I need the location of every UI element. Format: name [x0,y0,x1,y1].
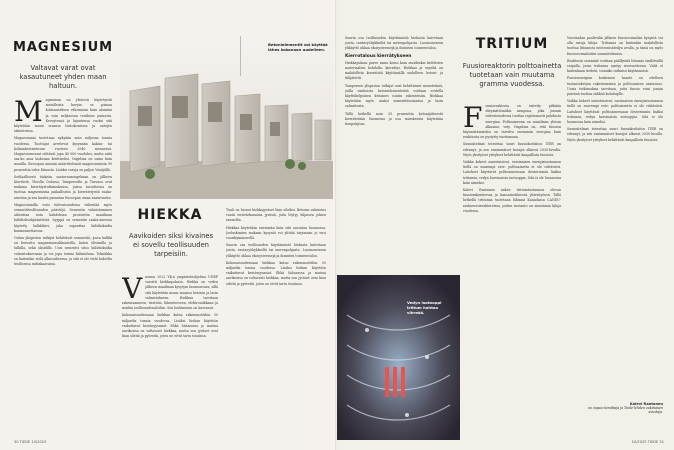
magnesium-dropcap: M [14,98,43,128]
kierratys-paragraph: Tällä hetkellä noin 35 prosenttia betonijätteestä kierrätetään Suomessa ja osa murskeesta käytetään tienpohjissa. [345,111,443,127]
tritium-paragraph: Suunnitelmat toteuttaa suuri fuusiokoelaitos ITER on edennyt, ja sen ensimmäiset koeajot alkavat 2030-luvulla. Myös yksityiset yritykset kehittävät kaupallista fuusiota. [463,142,561,157]
byline [587,402,663,414]
tritium-paragraph: Suunnitelmat toteuttaa suuri fuusiokoelaitos ITER on edennyt, ja sen ensimmäiset koeajot alkavat 2030-luvulla. Myös yksityiset yritykset kehittävät kaupallista fuusiota. [567,127,663,142]
concrete-photo [120,36,333,199]
kierratys-paragraph: Tampereen yliopiston tutkijat ovat kehittäneet menetelmiä, joilla vanhoista betonielementeistä voidaan erotella käyttökelpoinen kiviaines uusiin rakenteisiin. Hiekkaa käytetään myös osaksi sementtituotantoa ja lasin valmistusta. [345,83,443,109]
hiekka-continued-paragraph: Suurin osa teollisuuden käyttämästä hiekasta kaivetaan joista, rantavyöhykkeiltä tai merenpohjasta. Luonnonvaran ylikäyttö uhkaa ekosysteemejä ja ihmisten toimeentuloa. [345,36,443,51]
tritium-paragraph: Reaktorin seinämät voidaan päällystää litiumia sisältävällä vaipalla, jossa tritiumia syntyy sivutuotteena. Vielä ei kuitenkaan tiedetä, toimiiko ratkaisu käytännössä. [567,58,663,74]
hiekka-body-col1 [122,275,218,437]
tritium-paragraph: Kalevi Rantanen näkee tritiumtuotannon olevan fuusiorakenteessa ja kansainvälisessä yhteistyössä. Tällä hetkellä tritiumia tuotetaan lähinnä Kanadassa CANDU-raskasvesireaktoreissa, joiden tuotanto on muutamia kiloja vuodessa. [463,188,561,213]
tritium-paragraph: Vaikka kokeet onnistuisivat, varsinaisen energiatuotannon tiellä on suurempi este: polttoainetta ei ole riittävästi. Laitokset käyttävät polttoaineenaan deuteriumin lisäksi tritiumia, vedyn harvinaista isotooppia. Sitä ei ole luonnossa kuin nimeksi. [567,99,663,125]
concrete-photo-caption: Betonielementit voi käyttää lähes kokonaan uudelleen. [268,42,328,52]
magnesium-paragraph: Magnesiumilla voisi tulevaisuudessa vähentää myös sementtiteollisuuden päästöjä. Sementin valmistaminen aiheuttaa noin kahdeksan prosenttia maailman hiilidioksidipäästöistä. Syyppä on sementin raaka-aineena käytetty kalkkikivi, joka vapauttaa hiilidioksidia kuumennettaessa. [14,202,112,233]
tritium-body-col2 [567,36,663,396]
tritium-paragraph: Vaikka kokeet onnistuisivat, varsinaisen energiatuotannon tiellä on suurempi este: polttoainetta ei ole riittävästi. Laitokset käyttävät polttoaineenaan deuteriumin lisäksi tritiumia, vedyn harvinaista isotooppia. Sitä ei ole luonnossa kuin nimeksi. [463,160,561,185]
kierratys-heading: Kierrotalous kierrätykseen [345,53,412,59]
byline-note: on vapaa toimittaja ja Tiede-lehden vakituinen avustaja. [587,406,663,414]
hiekka-paragraph: Kokonaisuudessaan hiekkaa kuluu rakennustöihin 50 miljardia tonnia vuodessa. Lisäksi hiekan käyttöön vaikuttavat kestävyysasiat. Ehkä Saharassa ja muissa aavikoissa on valtavasti hiekkaa, mutta sen jyväset ovat liian sileitä ja pyöreitä, joten ne eivät tartu toisiinsa. [226,260,326,286]
magnesium-paragraph: Sotilaallisesti tärkeän saatavuusongelman on jälkeen Kiertäviä. Yhoslla Oulussa, Tampereella ja Turussa ovat mukana kierrätystutkimuksissa, joissa tavoitteena on tuottaa magnesiumia paikallisista ja kierrätetyistä raaka-aineista ja sen kautta parantaa Euroopan omaa saatavuutta. [14,174,112,200]
hiekka-paragraph: Kokonaisuudessaan hiekkaa kuluu rakennustöihin 50 miljardia tonnia vuodessa. Lisäksi hiekan käyttöön vaikuttavat kestävyysasiat. Ehkä Saharassa ja muissa aavikoissa on valtavasti hiekkaa, mutta sen jyväset ovat liian sileitä ja pyöreitä, joten ne eivät tartu toisiinsa. [122,313,218,339]
tritium-paragraph: Fuusioenergian keskeinen haaste on edelleen tuotantoketjun rakentaminen ja polttoaineen saatavuus. Uusia tutkimuksia tarvitaan, jotta fuusio voisi jonain päivänä tuottaa sähköä kuluttajille. [567,76,663,97]
kierratys-col [345,36,443,268]
magnesium-body [14,98,112,436]
tritium-dropcap: F [463,104,483,134]
tritium-body-col1 [463,104,561,438]
byline-name: Kalevi Rantanen [629,402,663,406]
hiekka-paragraph: Suurin osa teollisuuden käyttämästä hiekasta kaivetaan joista, rantavyöhykkeiltä tai merenpohjasta. Luonnonvaran ylikäyttö uhkaa ekosysteemejä ja ihmisten toimeentuloa. [226,243,326,258]
tritium-photo-caption: Vedyn isotooppi tritium hohtaa vihreää. [407,300,442,315]
hiekka-body-col2 [226,208,326,437]
hiekka-dropcap: V [122,275,143,305]
hiekka-deck: Aavikoiden siksi kivaines ei sovellu teollisuuden tarpeisiin. [128,232,214,258]
kierratys-paragraph: Hiekkapulaan puree sama keino kuin muidenkin kriittisten materiaalien kohdalla: kierrätys. Hiekkaa ja sepeliä on mahdollista kierrättää käyttämällä uudelleen betoni- ja tiilijätettä. [345,60,443,81]
hiekka-paragraph: Tuuli on hionut hiekkajyväset liian sileiksi. Betonin valmistus vaatii terävärkanaisia jyväsiä, joita löytyy hiljaisen jokien rannoilta. [226,208,326,223]
magnesium-deck: Valtavat varat ovat kasautuneet yhden maan haltuun. [19,64,107,90]
right-folio: 10/2025 TIEDE 31 [631,440,664,444]
magnesium-paragraph: agnesium on yleisesti käytetyistä metalleista kevyin: se painaa kolmanneksen vähemmän kuin alumiini ja vain neljäsosan teräksen painosta. Keveytensä ja lujuutensa vuoksi sitä käytetään muun muassa lentokoneissa ja autojen rakenteissa. [14,98,112,134]
concrete-elements-image [120,36,333,199]
tritium-paragraph: uusioreaktoria on esitetty pitkään ehtymättömäksi sampona, joka jossain tulevaisuudessa tuottaa rajattomasti puhdasta energiaa. Polttoaineena on maailman yleisin alkuaine, vety. Ongelma on, että fuusion käynnistämiseksi on tarvittu enemmän energiaa kuin reaktiosta on pystytty tuottamaan. [463,104,561,140]
hiekka-title: HIEKKA [137,207,203,223]
magnesium-paragraph: Oulun yliopiston tutkijat kehittävät sementtiä, jossa kalkki on korvattu magnesiumsilikaateilla, kuten oliviinilla ja talkilla, sekä oksidilla. Uusi sementti sitoo hiilidioksidia valmistuksessaan ja voi jopa toimia hiilinieluna. Tekniikka on kuitenkin vielä alkuvaiheessa, ja sitä ei ole vielä kokeiltu teollisessa mittakaavassa. [14,236,112,267]
tritium-title: TRITIUM [475,36,549,52]
left-folio: 30 TIEDE 10/2025 [14,440,47,444]
tritium-paragraph: Vuosisadan puolivälin jälkeen fuusiovoimalan kysyntä voi olla satoja kiloja. Tritiumia on kuitenkin mahdollista tuottaa litiumista neutronisäteilyn avulla, ja tämä on myös fuusiovoimaloiden suunnitelmissa. [567,36,663,56]
tritium-deck: Fuusioreaktorin polttoainetta tuotetaan vain muutama gramma vuodessa. [462,62,562,88]
right-page [337,0,674,450]
hiekka-paragraph: Hiekkaa käytetään enemmän kuin sitä uusiutuu luonnossa. Joelaskimien mukaan kysyntä voi ylittää tarjonnan jo ensi vuosikymmenellä. [226,225,326,241]
hiekka-paragraph: uonna 2022 YK:n ympäristöohjelma UNEP varoitti hiekkapulasta. Hiekka on veden jälkeen maailman kysytyin luonnonvara, sillä sitä käytetään muun muassa betonin ja lasin valmistukseen. Hiekkaa tarvitaan rakentamiseen, tiestöön, liikenteeseen, elektroniikkaan ja muihin teollisuudenaloihin. Sen louhiminen on kasvanut. [122,275,218,311]
magnesium-title: MAGNESIUM [12,40,114,55]
magnesium-paragraph: Magnesiumia tuotetaan nykyään noin miljoona tonnia vuodessa. Tuottajat arvelevat kysynnän kaksin- tai kolminkertaistuvan vuoteen 2040 mennessä. Magnesiumvarat riittävät jopa 40 000 vuodeksi, mutta niitä saa-ko aina laskeaan kriittiseksi. Ongelma on sama kuin monilla. Euroopan unionin määrittelemät magnesiumista 90 prosenttia tulee Kiinasta. Lisäksi varoja on paljon Venäjällä. [14,136,112,172]
